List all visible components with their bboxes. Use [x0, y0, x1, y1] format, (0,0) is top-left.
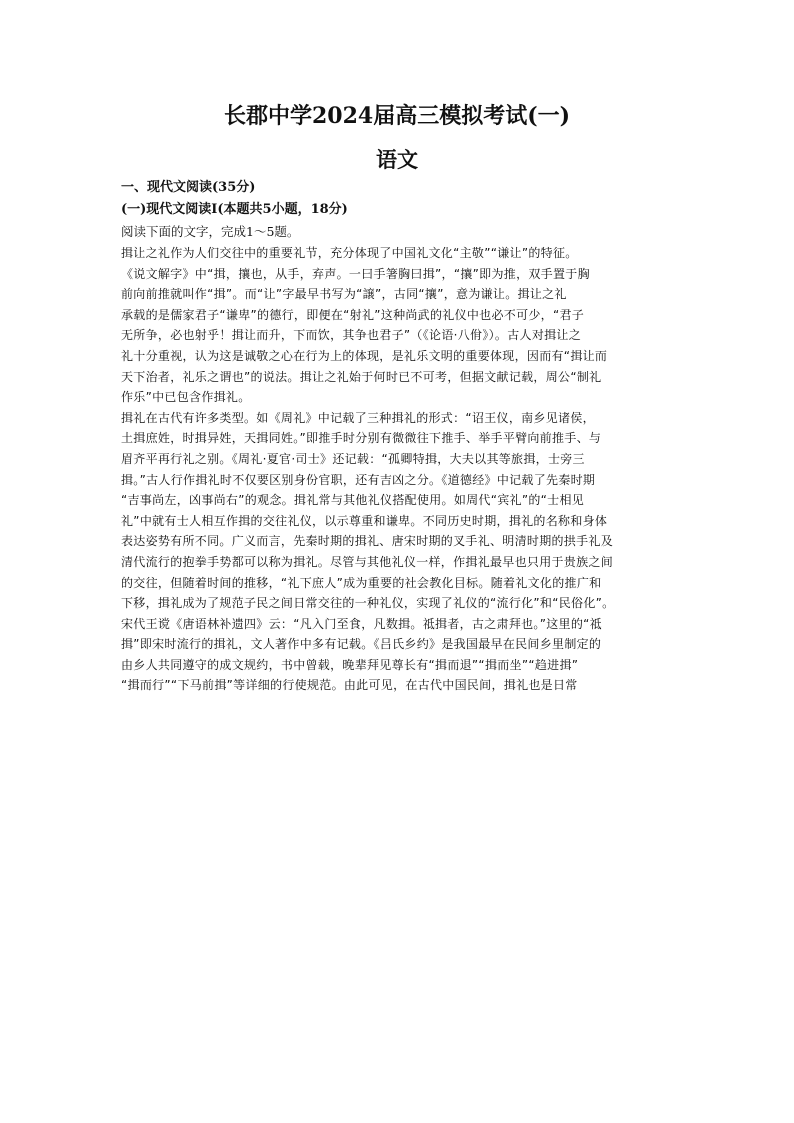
passage-line: 下移，揖礼成为了规范子民之间日常交往的一种礼仪，实现了礼仪的“流行化”和“民俗化”。: [121, 596, 615, 611]
passage-line: 揖礼在古代有许多类型。如《周礼》中记载了三种揖礼的形式：“诏王仪，南乡见诸侯，: [121, 410, 595, 425]
passage-line: 土揖庶姓，时揖异姓，天揖同姓。”即推手时分别有微微往下推手、举手平臂向前推手、与: [121, 431, 602, 446]
passage-line: 的交往，但随着时间的推移，“礼下庶人”成为重要的社会教化目标。随着礼文化的推广和: [121, 575, 602, 590]
passage-line: 《说文解字》中“揖，攘也，从手，弃声。一曰手箸胸曰揖”，“攘”即为推，双手置于胸: [121, 266, 590, 281]
passage-line: 揖让之礼作为人们交往中的重要礼节，充分体现了中国礼文化“主敬”“谦让”的特征。: [121, 246, 578, 260]
passage-line: 礼十分重视，认为这是诚敬之心在行为上的体现，是礼乐文明的重要体现，因而有“揖让而: [121, 348, 608, 363]
passage-text: [121, 243, 681, 696]
document-title: 长郡中学2024届高三模拟考试(一): [223, 103, 571, 129]
section-heading: 一、现代文阅读(35分): [121, 180, 256, 195]
passage-line: 清代流行的抱拳手势都可以称为揖礼。尽管与其他礼仪一样，作揖礼最早也只用于贵族之间: [121, 554, 614, 569]
passage-line: 作乐”中已包含作揖礼。: [121, 390, 251, 405]
passage-line: 宋代王谠《唐语林补遗四》云：“凡入门至食，凡数揖。祗揖者，古之肃拜也。”这里的“祗: [121, 616, 602, 631]
passage-line: 揖。”古人行作揖礼时不仅要区别身份官职，还有吉凶之分。《道德经》中记载了先秦时期: [121, 472, 596, 487]
document-subtitle: 语文: [376, 147, 418, 172]
subsection-heading: (一)现代文阅读Ⅰ(本题共5小题，18分): [121, 202, 348, 217]
passage-line: 表达姿势有所不同。广义而言，先秦时期的揖礼、唐宋时期的叉手礼、明清时期的拱手礼及: [121, 534, 614, 549]
passage-line: “吉事尚左，凶事尚右”的观念。揖礼常与其他礼仪搭配使用。如周代“宾礼”的“士相见: [121, 493, 585, 508]
passage-line: 无所争，必也射乎！揖让而升，下而饮，其争也君子”（《论语·八佾》）。古人对揖让之: [121, 328, 582, 343]
passage-line: 揖”即宋时流行的揖礼，文人著作中多有记载。《吕氏乡约》是我国最早在民间乡里制定的: [121, 637, 602, 652]
passage-line: 天下治者，礼乐之谓也”的说法。揖让之礼始于何时已不可考，但据文献记载，周公“制礼: [121, 369, 602, 384]
passage-line: 前向前推就叫作“揖”。而“让”字最早书写为“譲”，古同“攘”，意为谦让。揖让之礼: [121, 287, 567, 302]
reading-instruction: 阅读下面的文字，完成1～5题。: [121, 224, 300, 239]
passage-line: 承载的是儒家君子“谦卑”的德行，即便在“射礼”这种尚武的礼仪中也必不可少，“君子: [121, 307, 585, 322]
passage-line: “揖而行”“下马前揖”等详细的行使规范。由此可见，在古代中国民间，揖礼也是日常: [121, 678, 578, 693]
passage-line: 由乡人共同遵守的成文规约，书中曾载，晚辈拜见尊长有“揖而退”“揖而坐”“趋进揖”: [121, 657, 579, 672]
passage-line: 礼”中就有士人相互作揖的交往礼仪，以示尊重和谦卑。不同历史时期，揖礼的名称和身体: [121, 513, 608, 528]
passage-line: 眉齐平再行礼之别。《周礼·夏官·司士》还记载：“孤卿特揖，大夫以其等旅揖，士旁三: [121, 451, 585, 466]
